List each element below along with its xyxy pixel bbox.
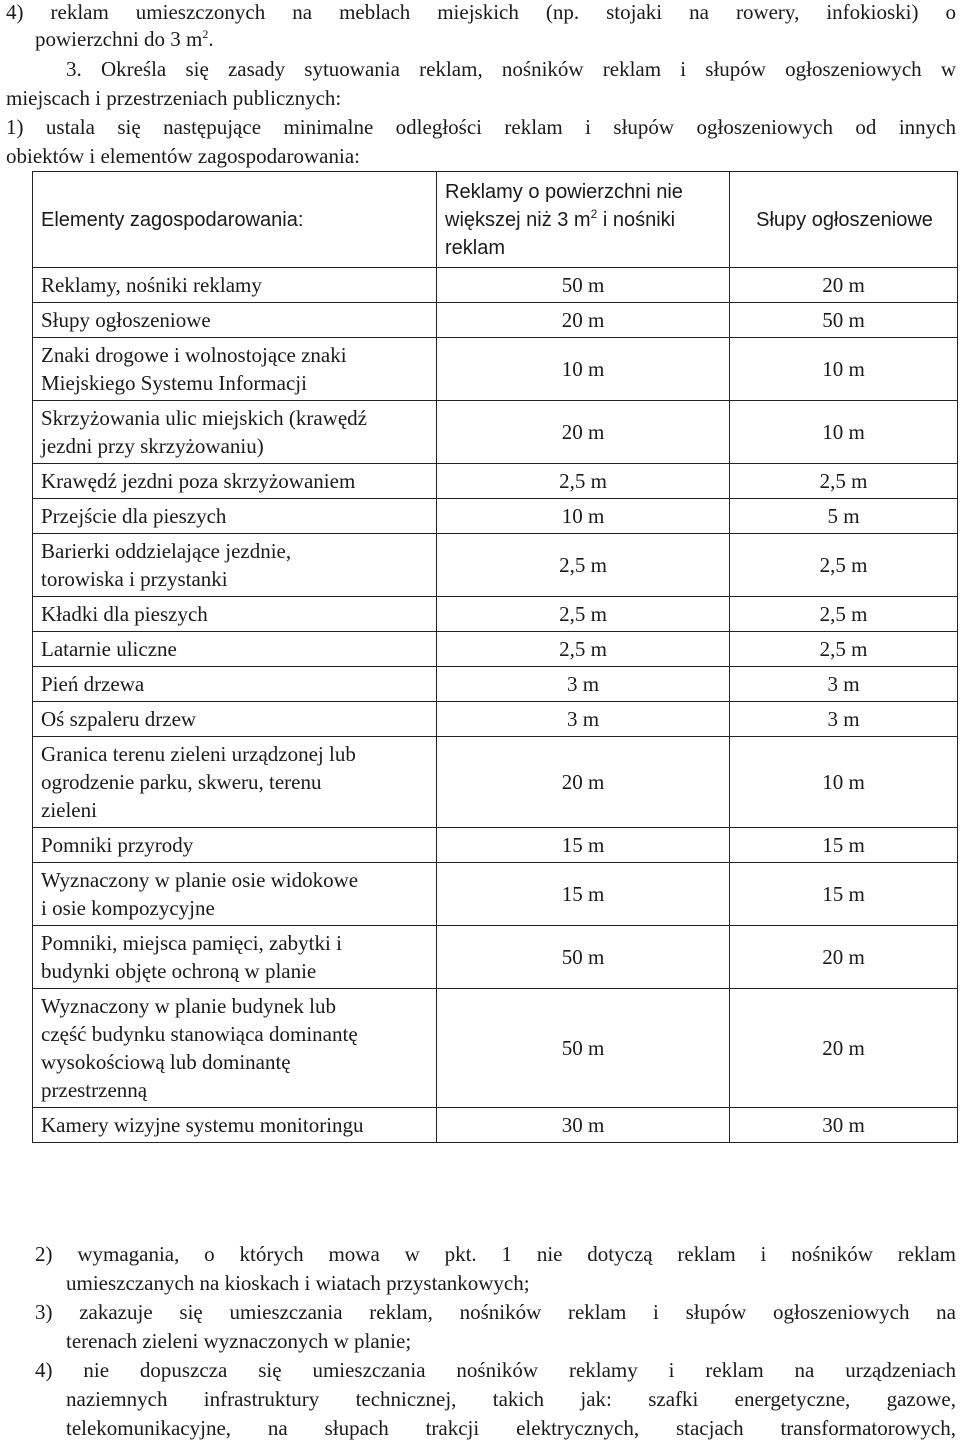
table-row: [33, 989, 958, 1108]
element-label-line: ogrodzenie parku, skweru, terenu: [41, 770, 322, 794]
table-header-row: [33, 172, 958, 268]
element-label-line: przestrzenną: [41, 1078, 148, 1102]
element-cell: [33, 597, 437, 632]
element-cell: [33, 863, 437, 926]
ads-distance-cell: 3 m: [437, 702, 730, 737]
element-cell: [33, 702, 437, 737]
paragraph-line: terenach zieleni wyznaczonych w planie;: [66, 1329, 412, 1353]
paragraph-line: 4) reklam umieszczonych na meblach miejskich (np. stojaki na rowery, infokioski) o: [6, 0, 956, 24]
superscript: 2: [590, 206, 598, 221]
element-label-line: Kamery wizyjne systemu monitoringu: [41, 1113, 364, 1137]
text-fragment: .: [208, 27, 214, 51]
element-label-line: Latarnie uliczne: [41, 637, 177, 661]
table-row: [33, 338, 958, 401]
element-cell: [33, 303, 437, 338]
header-ads-line: reklam: [445, 236, 506, 259]
ads-distance-cell: 2,5 m: [437, 464, 730, 499]
paragraph-line: [35, 27, 214, 51]
table-row: [33, 737, 958, 828]
table-row: [33, 926, 958, 989]
posts-distance-cell: 3 m: [730, 667, 958, 702]
ads-distance-cell: 2,5 m: [437, 597, 730, 632]
element-cell: [33, 401, 437, 464]
element-cell: [33, 828, 437, 863]
table-row: [33, 597, 958, 632]
posts-distance-cell: 10 m: [730, 737, 958, 828]
paragraph-line: miejscach i przestrzeniach publicznych:: [6, 86, 342, 110]
element-label-line: wysokościową lub dominantę: [41, 1050, 291, 1074]
element-label-line: Oś szpaleru drzew: [41, 707, 197, 731]
paragraph-line: 3. Określa się zasady sytuowania reklam, nośników reklam i słupów ogłoszeniowych w: [66, 57, 956, 81]
paragraph-line: telekomunikacyjne, na słupach trakcji elektrycznych, stacjach transformatorowych,: [66, 1416, 956, 1440]
header-elements: Elementy zagospodarowania:: [33, 172, 437, 268]
table-row: [33, 464, 958, 499]
table-row: [33, 303, 958, 338]
element-label-line: Kładki dla pieszych: [41, 602, 208, 626]
element-cell: [33, 737, 437, 828]
posts-distance-cell: 10 m: [730, 338, 958, 401]
element-cell: [33, 1108, 437, 1143]
posts-distance-cell: 10 m: [730, 401, 958, 464]
posts-distance-cell: 2,5 m: [730, 534, 958, 597]
element-label-line: Słupy ogłoszeniowe: [41, 308, 211, 332]
element-label-line: i osie kompozycyjne: [41, 896, 215, 920]
posts-distance-cell: 5 m: [730, 499, 958, 534]
ads-distance-cell: 30 m: [437, 1108, 730, 1143]
ads-distance-cell: 50 m: [437, 926, 730, 989]
element-label-line: zieleni: [41, 798, 97, 822]
paragraph-line: 4) nie dopuszcza się umieszczania nośników reklamy i reklam na urządzeniach: [35, 1358, 956, 1382]
element-label-line: Pomniki przyrody: [41, 833, 194, 857]
ads-distance-cell: 10 m: [437, 338, 730, 401]
paragraph-line: naziemnych infrastruktury technicznej, takich jak: szafki energetyczne, gazowe,: [66, 1387, 956, 1411]
element-cell: [33, 499, 437, 534]
ads-distance-cell: 3 m: [437, 667, 730, 702]
ads-distance-cell: 15 m: [437, 863, 730, 926]
element-cell: [33, 926, 437, 989]
element-label-line: Skrzyżowania ulic miejskich (krawędź: [41, 406, 367, 430]
element-label-line: Przejście dla pieszych: [41, 504, 227, 528]
table-row: [33, 268, 958, 303]
posts-distance-cell: 2,5 m: [730, 464, 958, 499]
posts-distance-cell: 15 m: [730, 828, 958, 863]
table-row: [33, 863, 958, 926]
header-ads-line: i nośniki: [597, 208, 676, 231]
table-row: [33, 632, 958, 667]
posts-distance-cell: 20 m: [730, 989, 958, 1108]
element-cell: [33, 464, 437, 499]
paragraph-line: umieszczanych na kioskach i wiatach przystankowych;: [66, 1271, 530, 1295]
posts-distance-cell: 30 m: [730, 1108, 958, 1143]
posts-distance-cell: 20 m: [730, 926, 958, 989]
paragraph-line: 3) zakazuje się umieszczania reklam, nośników reklam i słupów ogłoszeniowych na: [35, 1300, 956, 1324]
table-row: [33, 534, 958, 597]
ads-distance-cell: 50 m: [437, 268, 730, 303]
posts-distance-cell: 2,5 m: [730, 597, 958, 632]
element-cell: [33, 632, 437, 667]
distance-table: [32, 171, 958, 1143]
paragraph-line: obiektów i elementów zagospodarowania:: [6, 144, 360, 168]
element-label-line: Miejskiego Systemu Informacji: [41, 371, 307, 395]
superscript: 2: [202, 27, 209, 41]
text-fragment: powierzchni do 3 m: [35, 27, 203, 51]
table-row: [33, 828, 958, 863]
element-label-line: Pień drzewa: [41, 672, 145, 696]
posts-distance-cell: 50 m: [730, 303, 958, 338]
ads-distance-cell: 2,5 m: [437, 632, 730, 667]
table-row: [33, 702, 958, 737]
ads-distance-cell: 20 m: [437, 737, 730, 828]
element-label-line: Znaki drogowe i wolnostojące znaki: [41, 343, 347, 367]
element-cell: [33, 667, 437, 702]
element-label-line: Krawędź jezdni poza skrzyżowaniem: [41, 469, 356, 493]
element-cell: [33, 534, 437, 597]
paragraph-line: 1) ustala się następujące minimalne odległości reklam i słupów ogłoszeniowych od innych: [6, 115, 956, 139]
table-row: [33, 499, 958, 534]
table-row: [33, 401, 958, 464]
ads-distance-cell: 15 m: [437, 828, 730, 863]
ads-distance-cell: 2,5 m: [437, 534, 730, 597]
header-ads-line: większej niż 3 m: [445, 208, 591, 231]
element-cell: [33, 268, 437, 303]
element-label-line: Reklamy, nośniki reklamy: [41, 273, 262, 297]
element-label-line: Wyznaczony w planie osie widokowe: [41, 868, 359, 892]
paragraph-line: 2) wymagania, o których mowa w pkt. 1 nie dotyczą reklam i nośników reklam: [35, 1242, 956, 1266]
header-ads-line: Reklamy o powierzchni nie: [445, 180, 683, 203]
ads-distance-cell: 20 m: [437, 303, 730, 338]
element-label-line: Granica terenu zieleni urządzonej lub: [41, 742, 356, 766]
ads-distance-cell: 20 m: [437, 401, 730, 464]
header-posts: Słupy ogłoszeniowe: [730, 172, 958, 268]
header-ads: [437, 172, 730, 268]
posts-distance-cell: 20 m: [730, 268, 958, 303]
element-cell: [33, 338, 437, 401]
ads-distance-cell: 10 m: [437, 499, 730, 534]
element-label-line: Pomniki, miejsca pamięci, zabytki i: [41, 931, 342, 955]
element-label-line: budynki objęte ochroną w planie: [41, 959, 317, 983]
element-cell: [33, 989, 437, 1108]
table-body: [33, 172, 958, 1143]
posts-distance-cell: 2,5 m: [730, 632, 958, 667]
element-label-line: część budynku stanowiąca dominantę: [41, 1022, 358, 1046]
posts-distance-cell: 3 m: [730, 702, 958, 737]
posts-distance-cell: 15 m: [730, 863, 958, 926]
element-label-line: Wyznaczony w planie budynek lub: [41, 994, 336, 1018]
ads-distance-cell: 50 m: [437, 989, 730, 1108]
element-label-line: Barierki oddzielające jezdnie,: [41, 539, 292, 563]
element-label-line: jezdni przy skrzyżowaniu): [41, 434, 264, 458]
element-label-line: torowiska i przystanki: [41, 567, 228, 591]
table-row: [33, 667, 958, 702]
table-row: [33, 1108, 958, 1143]
